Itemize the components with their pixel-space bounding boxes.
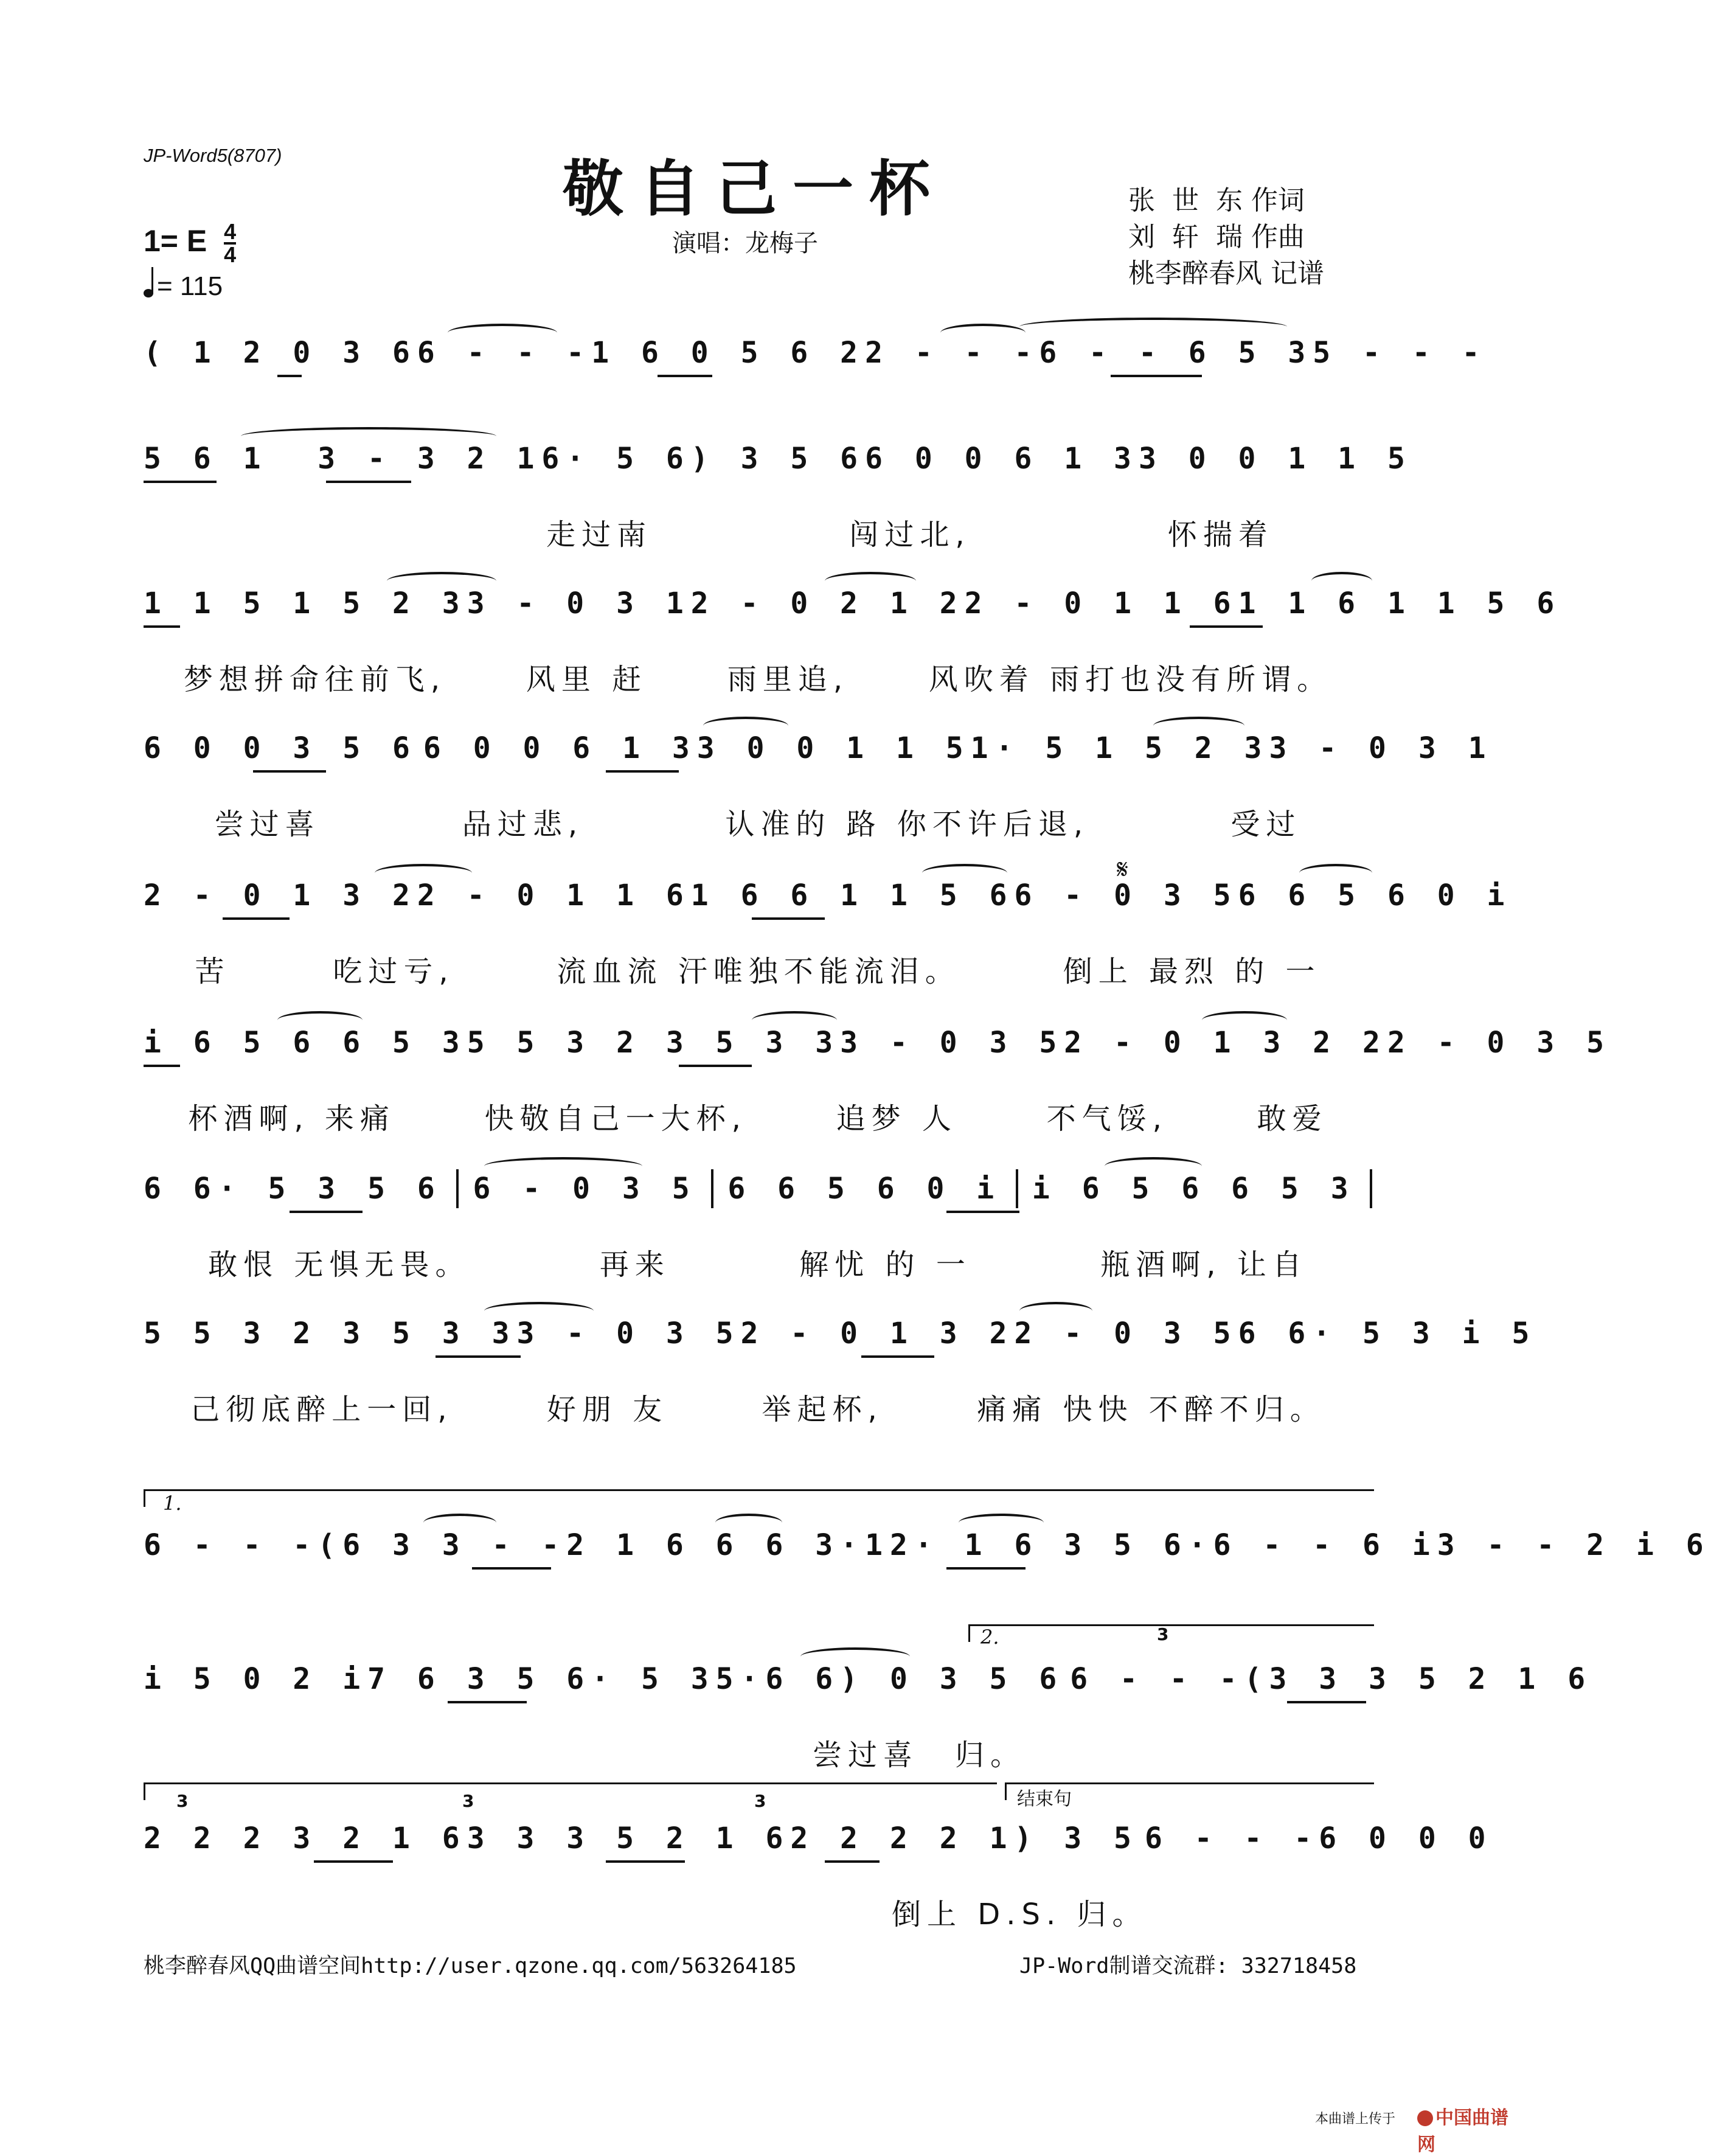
measure: 6 0 0 3 5 6 xyxy=(144,731,417,765)
measure: 1 1 6 1 1 5 6 xyxy=(1238,586,1562,621)
measure: (6 3 3 - - xyxy=(318,1528,567,1562)
underline xyxy=(448,1701,527,1703)
lyric-phrase: 雨里追, xyxy=(727,662,849,697)
footer-group: JP-Word制谱交流群: 332718458 xyxy=(1019,1954,1357,1978)
tie xyxy=(940,324,1026,342)
segno-icon: 𝄋 xyxy=(1117,854,1128,885)
lyric-phrase: 风里 赶 xyxy=(526,662,648,697)
measure: 6 - - - xyxy=(144,1528,318,1562)
triplet-mark: 3 xyxy=(176,1791,189,1811)
triplet-mark: 3 xyxy=(754,1791,766,1811)
measure: 2 1 6 6 6 3·1 xyxy=(566,1528,890,1562)
lyrics xyxy=(144,1731,1372,1773)
lyric-phrase: 痛痛 快快 不醉不归。 xyxy=(977,1393,1325,1427)
measure: 2 - 0 1 1 6 xyxy=(417,878,691,913)
lyric-phrase: 解忧 的 一 xyxy=(799,1248,971,1282)
lyrics xyxy=(144,801,1372,843)
measure: 3 - 0 3 5 xyxy=(516,1316,741,1351)
lyric-phrase: 梦想拼命往前飞, xyxy=(183,662,446,697)
measure: 6 - - - xyxy=(417,336,592,370)
lyrics xyxy=(144,1386,1372,1428)
underline xyxy=(825,1860,880,1863)
underline xyxy=(679,1065,752,1067)
lyricist: 张 世 东 作词 xyxy=(1128,185,1305,216)
measure: 6 0 0 0 xyxy=(1319,1821,1493,1855)
tie xyxy=(752,1011,837,1029)
measure: 2 2 2 3 2 1 6 xyxy=(144,1821,467,1855)
quarter-note-icon xyxy=(144,289,153,297)
measure: 1 1 5 1 5 2 3 xyxy=(144,586,467,621)
lyrics xyxy=(144,1241,1372,1283)
triplet-mark: 3 xyxy=(1157,1624,1169,1644)
lyric-phrase: 倒上 D.S. 归。 xyxy=(892,1897,1148,1932)
underline xyxy=(144,625,180,628)
lyric-phrase: 追梦 人 xyxy=(836,1102,957,1136)
triplet-mark: 3 xyxy=(462,1791,474,1811)
tie xyxy=(423,1514,496,1532)
measure: i 6 5 6 6 5 3 xyxy=(1032,1172,1356,1206)
measure: 3 0 0 1 1 5 xyxy=(696,731,971,765)
tie xyxy=(1202,1011,1287,1029)
tie xyxy=(959,1514,1044,1532)
tie xyxy=(387,572,496,590)
measure: 3 - 0 3 1 xyxy=(1269,731,1493,765)
measure: (3 3 3 5 2 1 6 xyxy=(1244,1662,1593,1696)
score-row-1 xyxy=(144,333,1487,394)
lyric-phrase: 风吹着 雨打也没有所谓。 xyxy=(928,662,1333,697)
underline xyxy=(144,1065,180,1067)
measure: 2 - 0 1 3 2 xyxy=(740,1316,1015,1351)
tie xyxy=(1299,864,1372,882)
lyrics xyxy=(144,1891,1372,1933)
tie xyxy=(277,1011,363,1029)
lyric-phrase: 流血流 汗唯独不能流泪。 xyxy=(557,955,960,989)
slur xyxy=(1019,318,1287,336)
measure: 6 0 0 6 1 3 xyxy=(423,731,697,765)
tempo-mark xyxy=(144,271,223,302)
credits xyxy=(1128,183,1324,292)
lyric-phrase: 不气馁, xyxy=(1046,1102,1168,1136)
barline xyxy=(456,1169,459,1208)
lyric-phrase: 尝过喜 xyxy=(813,1738,919,1772)
score-row-10 xyxy=(144,1660,1593,1772)
tie xyxy=(484,1157,642,1175)
first-ending-label: 1. xyxy=(163,1492,182,1515)
measure: 2· 1 6 3 5 6· xyxy=(889,1528,1213,1562)
time-signature xyxy=(224,221,236,265)
upload-note: 本曲谱上传于 xyxy=(1315,2112,1396,2127)
underline xyxy=(144,481,217,483)
lyric-phrase: 快敬自己一大杯, xyxy=(484,1102,747,1136)
lyric-phrase: 杯酒啊, 来痛 xyxy=(188,1102,395,1136)
measure: 6 - 0 3 5 xyxy=(1014,878,1238,913)
lyric-phrase: 尝过喜 xyxy=(214,807,321,841)
phrase-bracket xyxy=(144,1782,997,1800)
measure: 6 - - 6 i xyxy=(1213,1528,1437,1562)
score-row-6 xyxy=(144,1023,1612,1136)
measure: 3 3 3 5 2 1 6 xyxy=(467,1821,791,1855)
measure: 6 - - - xyxy=(1070,1662,1244,1696)
lyric-phrase: 闯过北, xyxy=(849,518,971,552)
underline xyxy=(253,770,326,773)
underline xyxy=(290,1211,363,1213)
notes xyxy=(144,1660,1593,1699)
notes xyxy=(144,584,1562,623)
lyric-phrase: 举起杯, xyxy=(762,1393,883,1427)
lyric-phrase: 归。 xyxy=(955,1738,1026,1772)
underline xyxy=(1287,1701,1366,1703)
measure: 6 6· 5 3 i 5 xyxy=(1238,1316,1537,1351)
transcriber: 桃李醉春风 记谱 xyxy=(1128,258,1324,289)
underline xyxy=(277,375,302,377)
measure: 2 - 0 1 3 2 2 xyxy=(1064,1026,1387,1060)
lyric-phrase: 走过南 xyxy=(546,518,653,552)
meter-bottom: 4 xyxy=(224,242,237,267)
underline xyxy=(472,1567,551,1570)
measure: 2 2 2 2 1) 3 5 xyxy=(790,1821,1139,1855)
slur xyxy=(241,427,496,445)
lyric-phrase: 敢爱 xyxy=(1257,1102,1328,1136)
underline xyxy=(1111,375,1202,377)
score-row-9 xyxy=(144,1526,1711,1587)
measure: 1 6 0 5 6 2 xyxy=(591,336,866,370)
measure: 2 - 0 2 1 2 xyxy=(690,586,965,621)
measure: 6 6 5 6 0 i xyxy=(727,1172,1002,1206)
coda-label: 结束句 xyxy=(1017,1789,1072,1810)
measure: 2 - 0 3 5 xyxy=(1387,1026,1612,1060)
underline xyxy=(606,770,679,773)
score-row-4 xyxy=(144,729,1493,841)
lyric-phrase: 苦 xyxy=(195,955,231,989)
underline xyxy=(314,1860,393,1863)
notes xyxy=(144,876,1512,915)
tie xyxy=(1311,572,1372,590)
lyrics xyxy=(144,1095,1372,1137)
notes xyxy=(144,1819,1493,1858)
second-ending-label: 2. xyxy=(980,1626,999,1649)
lyrics xyxy=(144,511,1372,553)
lyric-phrase: 倒上 最烈 的 一 xyxy=(1063,955,1321,989)
tie xyxy=(375,864,472,882)
measure: 5 5 3 2 3 5 3 3 xyxy=(467,1026,841,1060)
tie xyxy=(1153,717,1244,735)
score-row-3 xyxy=(144,584,1562,697)
underline xyxy=(946,1211,1019,1213)
singer-label: 演唱：龙梅子 xyxy=(672,229,818,257)
logo-mark-icon xyxy=(1417,2110,1433,2126)
underline xyxy=(223,917,290,920)
measure: 6 6 5 6 0 i xyxy=(1238,878,1512,913)
barline xyxy=(711,1169,713,1208)
measure: 5 - - - xyxy=(1313,336,1487,370)
second-ending-bracket xyxy=(968,1624,1374,1642)
footer-source: 桃李醉春风QQ曲谱空间http://user.qzone.qq.com/563264185 xyxy=(144,1954,797,1978)
composer: 刘 轩 瑞 作曲 xyxy=(1128,221,1305,252)
measure: i 5 0 2 i xyxy=(144,1662,368,1696)
measure: 6 - - 6 5 3 xyxy=(1039,336,1313,370)
site-logo xyxy=(1417,2102,1508,2156)
lyric-phrase: 认准的 路 你不许后退, xyxy=(725,807,1089,841)
meter-top: 4 xyxy=(224,219,237,244)
measure: 2 - 0 3 5 xyxy=(1014,1316,1238,1351)
measure: 5 6 1 3 - 3 2 1 xyxy=(144,442,542,476)
lyric-phrase: 再来 xyxy=(599,1248,670,1282)
underline xyxy=(861,1355,934,1358)
song-title: 敬自己一杯 xyxy=(563,153,946,224)
tie xyxy=(703,717,788,735)
measure: 3 - 0 3 5 xyxy=(840,1026,1064,1060)
key-signature xyxy=(144,221,236,265)
measure: 1 6 6 1 1 5 6 xyxy=(690,878,1015,913)
underline xyxy=(436,1355,521,1358)
lyric-phrase: 怀揣着 xyxy=(1167,518,1274,552)
measure: 6 - 0 3 5 xyxy=(473,1172,697,1206)
barline xyxy=(1370,1169,1372,1208)
tie xyxy=(1105,1157,1202,1175)
barline xyxy=(1016,1169,1018,1208)
measure: ( 1 2 0 3 6 xyxy=(144,336,417,370)
underline xyxy=(946,1567,1026,1570)
lyric-phrase: 吃过亏, xyxy=(333,955,454,989)
measure: 7 6 3 5 6· 5 3 xyxy=(367,1662,716,1696)
measure: 5·6 6) 0 3 5 6 xyxy=(715,1662,1064,1696)
measure: 6 6· 5 3 5 6 xyxy=(144,1172,442,1206)
measure: 2 - 0 1 1 6 xyxy=(964,586,1238,621)
key-label: 1= E xyxy=(144,224,207,259)
underline xyxy=(752,917,825,920)
lyric-phrase: 受过 xyxy=(1230,807,1302,841)
measure: 6 0 0 6 1 3 xyxy=(865,442,1139,476)
measure: 3 0 0 1 1 5 xyxy=(1138,442,1412,476)
first-ending-bracket xyxy=(144,1489,1374,1507)
underline xyxy=(1190,625,1263,628)
underline xyxy=(326,481,411,483)
software-label: JP-Word5(8707) xyxy=(144,145,282,166)
tie xyxy=(484,1302,594,1320)
measure: 2 - 0 1 3 2 xyxy=(144,878,417,913)
notes xyxy=(144,1314,1537,1353)
measure: 6 - - - xyxy=(1144,1821,1319,1855)
lyric-phrase: 瓶酒啊, 让自 xyxy=(1100,1248,1308,1282)
score-row-7 xyxy=(144,1169,1372,1282)
lyrics xyxy=(144,948,1372,990)
measure: i 6 5 6 6 5 3 xyxy=(144,1026,467,1060)
measure: 3 - 0 3 1 xyxy=(467,586,691,621)
lyric-phrase: 好朋 友 xyxy=(546,1393,668,1427)
tie xyxy=(715,1514,782,1532)
score-row-11 xyxy=(144,1819,1493,1932)
lyric-phrase: 品过悲, xyxy=(462,807,584,841)
tie xyxy=(800,1647,910,1666)
measure: 5 5 3 2 3 5 3 3 xyxy=(144,1316,517,1351)
underline xyxy=(606,1860,685,1863)
tie xyxy=(922,864,1007,882)
tie xyxy=(1019,1302,1092,1320)
tempo-value: = 115 xyxy=(157,271,223,301)
score-row-2 xyxy=(144,439,1412,552)
notes xyxy=(144,333,1487,372)
measure: 1· 5 1 5 2 3 xyxy=(970,731,1269,765)
logo-text: 中国曲谱网 xyxy=(1417,2107,1508,2155)
lyrics xyxy=(144,656,1372,698)
measure: 2 - - - xyxy=(865,336,1039,370)
measure: 6· 5 6) 3 5 6 xyxy=(541,442,866,476)
measure: 3 - - 2 i 6 xyxy=(1437,1528,1711,1562)
underline xyxy=(658,375,712,377)
lyric-phrase: 敢恨 无惧无畏。 xyxy=(208,1248,471,1282)
tie xyxy=(825,572,916,590)
tie xyxy=(448,324,557,342)
score-row-8 xyxy=(144,1314,1537,1427)
lyric-phrase: 己彻底醉上一回, xyxy=(190,1393,453,1427)
score-row-5 xyxy=(144,876,1512,989)
